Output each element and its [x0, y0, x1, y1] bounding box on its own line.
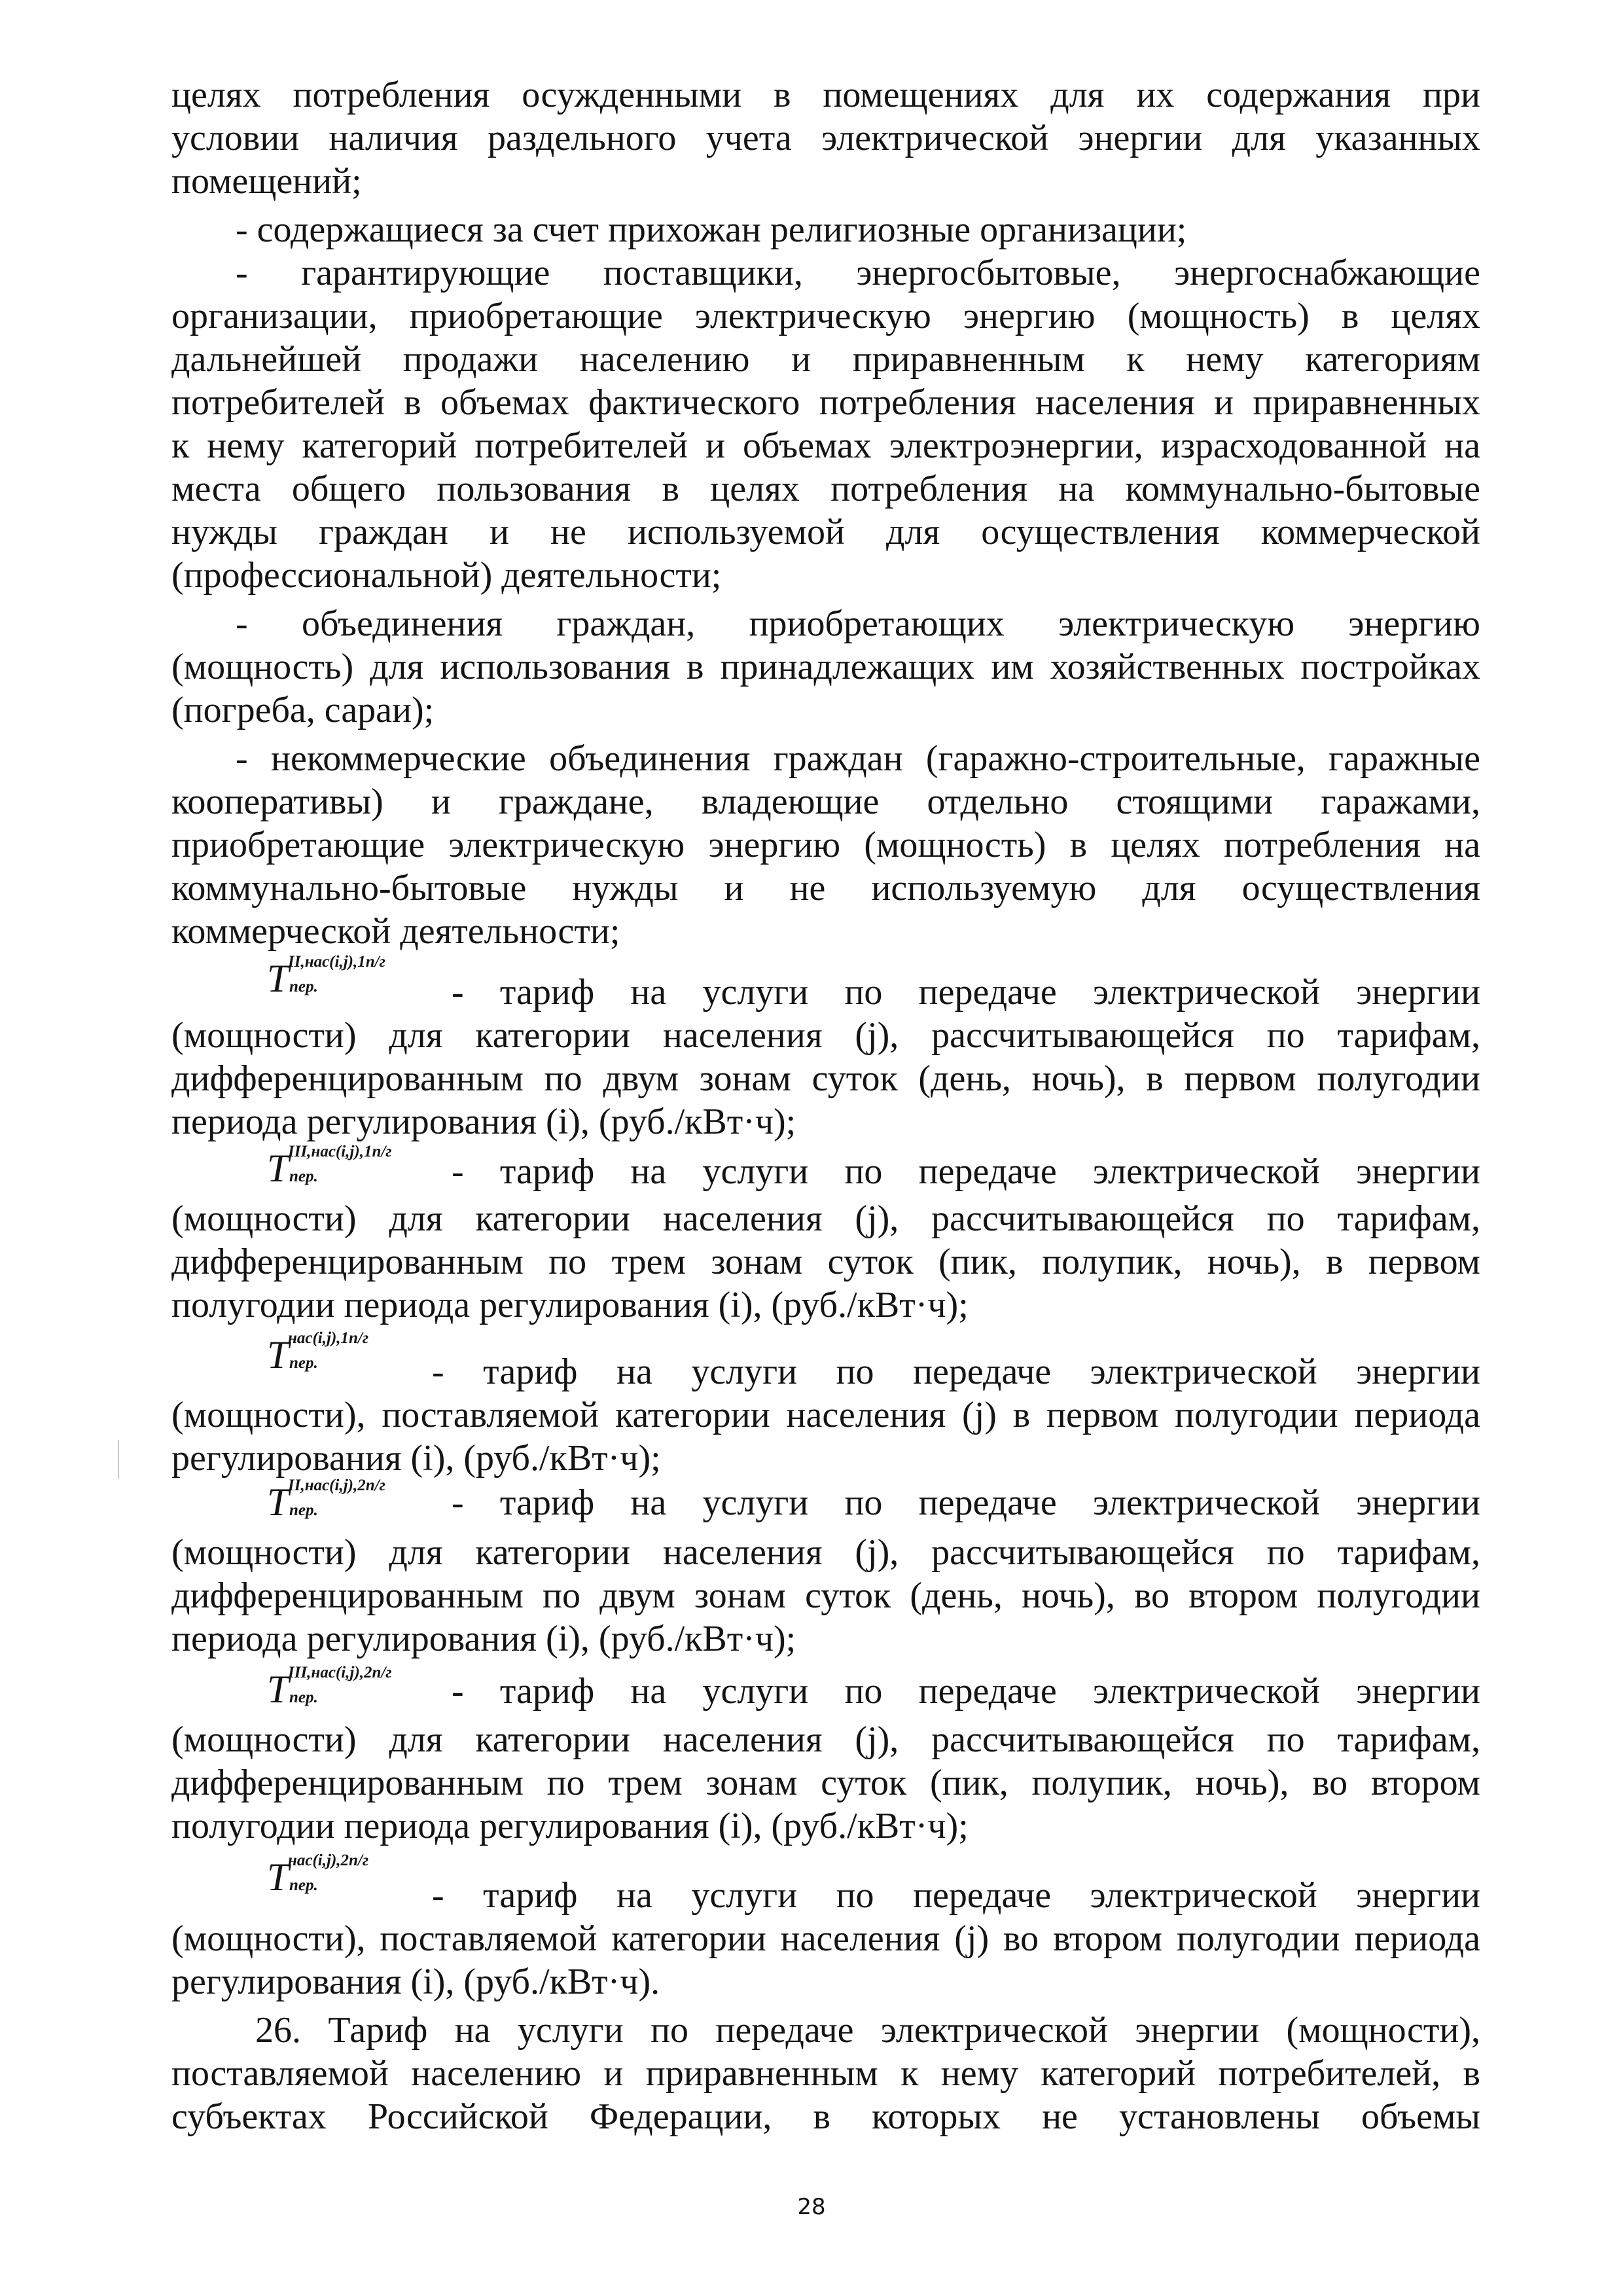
scan-margin-mark	[118, 1440, 119, 1479]
text-line: целях потребления осужденными в помещениях для их содержания при	[171, 75, 1480, 115]
text-line: регулирования (i), (руб./кВт·ч);	[171, 1438, 661, 1479]
text-line: (мощность) для использования в принадлежащих им хозяйственных постройках	[171, 647, 1480, 687]
text-line: (мощности) для категории населения (j), рассчитывающейся по тарифам,	[171, 1015, 1480, 1056]
text-line: (мощности) для категории населения (j), рассчитывающейся по тарифам,	[171, 1532, 1480, 1573]
symbol-subscript: пер.	[289, 1168, 318, 1185]
text-line: дифференцированным по трем зонам суток (пик, полупик, ночь), в первом	[171, 1242, 1480, 1282]
symbol-subscript: пер.	[289, 1354, 318, 1372]
list-item-line: - некоммерческие объединения граждан (гаражно-строительные, гаражные	[236, 738, 1480, 779]
text-line: потребителей в объемах фактического потребления населения и приравненных	[171, 382, 1480, 423]
symbol-base: T	[267, 1668, 289, 1711]
text-line: коммерческой деятельности;	[171, 911, 620, 952]
text-line: поставляемой населению и приравненным к нему категорий потребителей, в	[171, 2053, 1480, 2094]
text-line: регулирования (i), (руб./кВт·ч).	[171, 1962, 660, 2002]
symbol-superscript: II,нас(i,j),2п/г	[288, 1477, 385, 1494]
symbol-base: T	[267, 1147, 289, 1190]
definition-line: - тариф на услуги по передаче электрической энергии	[452, 1151, 1480, 1192]
text-line: приобретающие электрическую энергию (мощность) в целях потребления на	[171, 825, 1480, 865]
symbol-superscript: нас(i,j),2п/г	[288, 1852, 369, 1869]
symbol-superscript: нас(i,j),1п/г	[288, 1329, 369, 1347]
symbol-subscript: пер.	[289, 978, 318, 996]
paragraph-26-line: 26. Тариф на услуги по передаче электрической энергии (мощности),	[255, 2010, 1480, 2051]
text-line: (профессиональной) деятельности;	[171, 555, 722, 596]
symbol-superscript: III,нас(i,j),2п/г	[288, 1664, 392, 1681]
symbol-base: T	[267, 957, 289, 1000]
symbol-subscript: пер.	[289, 1501, 318, 1519]
text-line: полугодии периода регулирования (i), (руб./кВт·ч);	[171, 1285, 969, 1325]
text-line: дифференцированным по двум зонам суток (день, ночь), во втором полугодии	[171, 1575, 1480, 1616]
text-line: (погреба, сараи);	[171, 690, 435, 730]
symbol-base: T	[267, 1856, 289, 1899]
text-line: (мощности), поставляемой категории населения (j) во втором полугодии периода	[171, 1918, 1480, 1959]
text-line: нужды граждан и не используемой для осуществления коммерческой	[171, 512, 1480, 552]
symbol-base: T	[267, 1480, 289, 1524]
list-item-line: - гарантирующие поставщики, энергосбытовые, энергоснабжающие	[236, 253, 1480, 293]
text-line: места общего пользования в целях потребления на коммунально-бытовые	[171, 469, 1480, 509]
definition-line: - тариф на услуги по передаче электрической энергии	[452, 1671, 1480, 1712]
list-item-line: - содержащиеся за счет прихожан религиозные организации;	[236, 209, 1187, 250]
text-line: коммунально-бытовые нужды и не используемую для осуществления	[171, 868, 1480, 908]
page-number: 28	[797, 2194, 826, 2220]
text-line: к нему категорий потребителей и объемах электроэнергии, израсходованной на	[171, 425, 1480, 466]
text-line: периода регулирования (i), (руб./кВт·ч);	[171, 1102, 796, 1142]
text-line: помещений;	[171, 161, 362, 202]
text-line: дифференцированным по трем зонам суток (пик, полупик, ночь), во втором	[171, 1763, 1480, 1803]
text-line: организации, приобретающие электрическую энергию (мощность) в целях	[171, 296, 1480, 336]
text-line: полугодии периода регулирования (i), (руб./кВт·ч);	[171, 1806, 969, 1846]
list-item-line: - объединения граждан, приобретающих электрическую энергию	[236, 603, 1480, 644]
text-line: (мощности) для категории населения (j), рассчитывающейся по тарифам,	[171, 1198, 1480, 1239]
symbol-superscript: III,нас(i,j),1п/г	[288, 1143, 392, 1160]
definition-line: - тариф на услуги по передаче электрической энергии	[452, 972, 1480, 1013]
symbol-superscript: II,нас(i,j),1п/г	[288, 953, 385, 971]
definition-line: - тариф на услуги по передаче электрической энергии	[432, 1875, 1480, 1916]
definition-line: - тариф на услуги по передаче электрической энергии	[432, 1352, 1480, 1392]
text-line: периода регулирования (i), (руб./кВт·ч);	[171, 1619, 796, 1659]
text-line: условии наличия раздельного учета электрической энергии для указанных	[171, 118, 1480, 158]
text-line: субъектах Российской Федерации, в которых не установлены объемы	[171, 2096, 1480, 2137]
text-line: дифференцированным по двум зонам суток (день, ночь), в первом полугодии	[171, 1058, 1480, 1099]
text-line: кооперативы) и граждане, владеющие отдельно стоящими гаражами,	[171, 781, 1480, 822]
symbol-subscript: пер.	[289, 1876, 318, 1894]
definition-line: - тариф на услуги по передаче электрической энергии	[452, 1482, 1480, 1523]
text-line: (мощности) для категории населения (j), рассчитывающейся по тарифам,	[171, 1719, 1480, 1760]
symbol-subscript: пер.	[289, 1689, 318, 1706]
text-line: (мощности), поставляемой категории населения (j) в первом полугодии периода	[171, 1395, 1480, 1435]
text-line: дальнейшей продажи населению и приравненным к нему категориям	[171, 339, 1480, 380]
symbol-base: T	[267, 1333, 289, 1376]
